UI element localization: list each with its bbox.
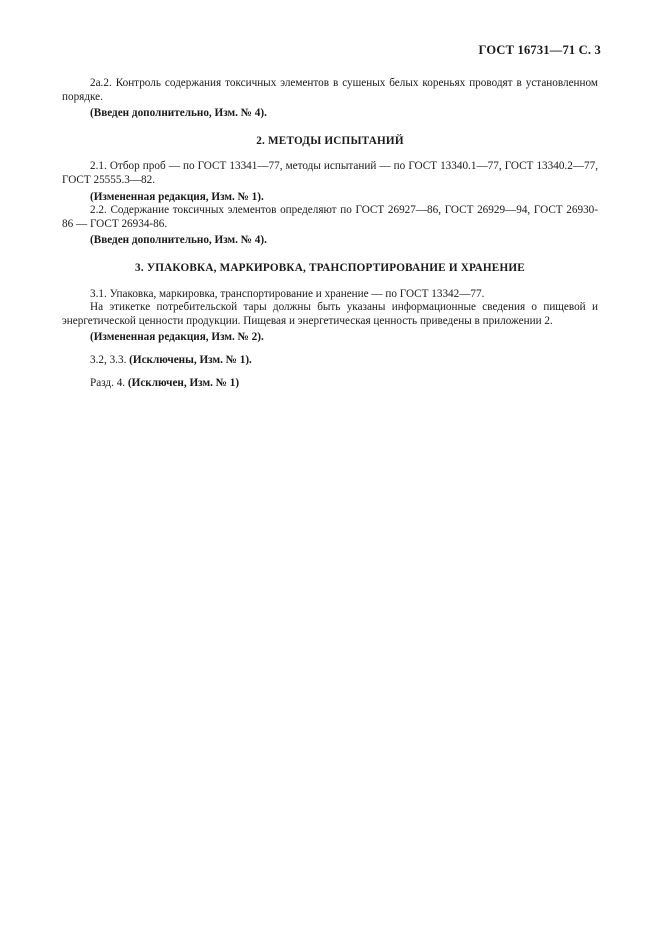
paragraph-3-2-3-3 <box>62 354 598 368</box>
excluded-note: (Исключены, Изм. № 1). <box>129 353 252 366</box>
paragraph-2-1: 2.1. Отбор проб — по ГОСТ 13341—77, методы испытаний — по ГОСТ 13340.1—77, ГОСТ 13340.2—77, ГОСТ 25555.3—82. <box>62 160 598 186</box>
amendment-note: (Введен дополнительно, Изм. № 4). <box>90 107 267 120</box>
excluded-note: (Исключен, Изм. № 1) <box>127 376 240 389</box>
paragraph-section-4 <box>62 377 598 391</box>
page-header: ГОСТ 16731—71 С. 3 <box>478 43 601 57</box>
document-body <box>62 77 598 390</box>
amendment-note: (Измененная редакция, Изм. № 1). <box>90 190 264 203</box>
section-heading-3: 3. УПАКОВКА, МАРКИРОВКА, ТРАНСПОРТИРОВАНИЕ И ХРАНЕНИЕ <box>135 261 525 274</box>
amendment-note: (Введен дополнительно, Изм. № 4). <box>90 234 267 247</box>
paragraph-2-2: 2.2. Содержание токсичных элементов определяют по ГОСТ 26927—86, ГОСТ 26929—94, ГОСТ 26930-86 — ГОСТ 26934-86. <box>62 204 598 230</box>
paragraph-2a2: 2а.2. Контроль содержания токсичных элементов в сушеных белых кореньях проводят в установленном порядке. <box>62 77 598 103</box>
section-ref: Разд. 4. <box>90 376 126 389</box>
paragraph-label-info: На этикетке потребительской тары должны быть указаны информационные сведения о пищевой и энергетической ценности продукции. Пищевая и энергетическая ценность приведены в приложении 2. <box>62 301 598 327</box>
section-heading-2: 2. МЕТОДЫ ИСПЫТАНИЙ <box>256 134 404 147</box>
paragraph-3-1: 3.1. Упаковка, маркировка, транспортирование и хранение — по ГОСТ 13342—77. <box>90 287 485 300</box>
clause-ref: 3.2, 3.3. <box>90 353 127 366</box>
amendment-note: (Измененная редакция, Изм. № 2). <box>90 331 264 344</box>
